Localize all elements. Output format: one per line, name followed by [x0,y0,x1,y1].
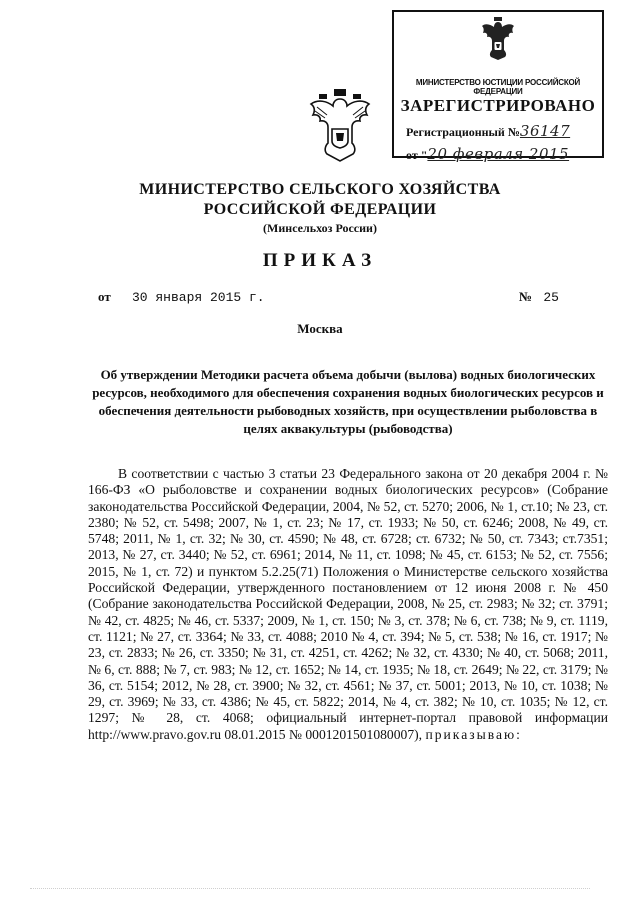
order-number-row [519,289,559,305]
document-title: ПРИКАЗ [262,250,378,271]
order-body [88,466,608,743]
ministry-name [0,180,640,220]
order-date-row [98,289,265,305]
order-date-label: от [98,289,111,304]
page-footer-divider [30,888,590,890]
order-date: 30 января 2015 г. [131,290,265,305]
stamp-date-line [406,145,569,163]
coat-of-arms-icon [305,85,375,165]
stamp-date-value: 20 февраля 2015 [427,145,570,163]
double-headed-eagle-icon [478,16,518,62]
stamp-registration-number: 36147 [519,122,571,140]
registration-stamp [392,10,604,163]
stamp-registration-line [406,122,570,140]
order-city: Москва [297,321,343,336]
order-subject: Об утверждении Методики расчета объема добычи (вылова) водных биологических ресурсов, необходимого для обеспечения сохранения водных биологических ресурсов и обеспечения деятельности рыбоводных хозяйств, при осуществлении рыболовства в целях аквакультуры (рыбоводства) [92,367,604,436]
order-closing: приказываю: [425,726,522,742]
order-number-label: № [519,289,533,304]
order-number: 25 [543,290,559,305]
stamp-date-prefix: от " [406,148,428,162]
ministry-name-line1: МИНИСТЕРСТВО СЕЛЬСКОГО ХОЗЯЙСТВА [139,181,501,198]
order-body-text: В соответствии с частью 3 статьи 23 Федерального закона от 20 декабря 2004 г. № 166-ФЗ «О рыболовстве и сохранении водных биологических ресурсов» (Собрание законодательства Российской Федерации, 2004, № 52, ст. 5270; 2006, № 1, ст.10; № 23, ст. 2380; № 52, ст. 5498; 2007, № 1, ст. 23; № 17, ст. 1933; № 50, ст. 6246; 2008, № 49, ст. 5748; 2011, № 1, ст. 32; № 30, ст. 4590; № 48, ст. 6728; ст. 6732; № 50, ст. 7343; ст.7351; 2013, № 27, ст. 3440; № 52, ст. 6961; 2014, № 11, ст. 1098; № 45, ст. 6153; № 52, ст. 7556; 2015, № 1, ст. 72) и пунктом 5.2.25(71) Положения о Министерстве сельского хозяйства Российской Федерации, утвержденного постановлением от 12 июня 2008 г. № 450 (Собрание законодательства Российской Федерации, 2008, № 25, ст. 2983; № 32; ст. 3791; № 42, ст. 4825; № 46, ст. 5337; 2009, № 1, ст. 150; № 3, ст. 378; № 6, ст. 738; № 9, ст. 1119, ст. 1121; № 27, ст. 3364; № 33, ст. 4088; 2010 № 4, ст. 394; № 5, ст. 538; № 16, ст. 1917; № 23, ст. 2833; № 26, ст. 3350; № 31, ст. 4251, ст. 4262; № 32, ст. 4330; № 40, ст. 5068; 2011, № 6, ст. 888; № 7, ст. 983; № 12, ст. 1652; № 14, ст. 1935; № 18, ст. 2649; № 22, ст. 3179; № 36, ст. 5154; 2012, № 28, ст. 3900; № 32, ст. 4561; № 37, ст. 5001; 2013, № 10, ст. 1038; № 29, ст. 3969; № 33, ст. 4386; № 45, ст. 5822; 2014, № 4, ст. 382; № 10, ст. 1035; № 12, ст. 1297; № 28, ст. 4068; официальный интернет-портал правовой информации http://www.pravo.gov.ru 08.01.2015 № 0001201501080007), [88,466,608,742]
stamp-registration-label: Регистрационный № [406,125,520,139]
ministry-name-line2: РОССИЙСКОЙ ФЕДЕРАЦИИ [203,201,437,218]
ministry-short-name: (Минсельхоз России) [263,221,377,235]
stamp-registered-title: ЗАРЕГИСТРИРОВАНО [400,96,596,115]
stamp-ministry-name: МИНИСТЕРСТВО ЮСТИЦИИ РОССИЙСКОЙ ФЕДЕРАЦИИ [415,78,581,96]
